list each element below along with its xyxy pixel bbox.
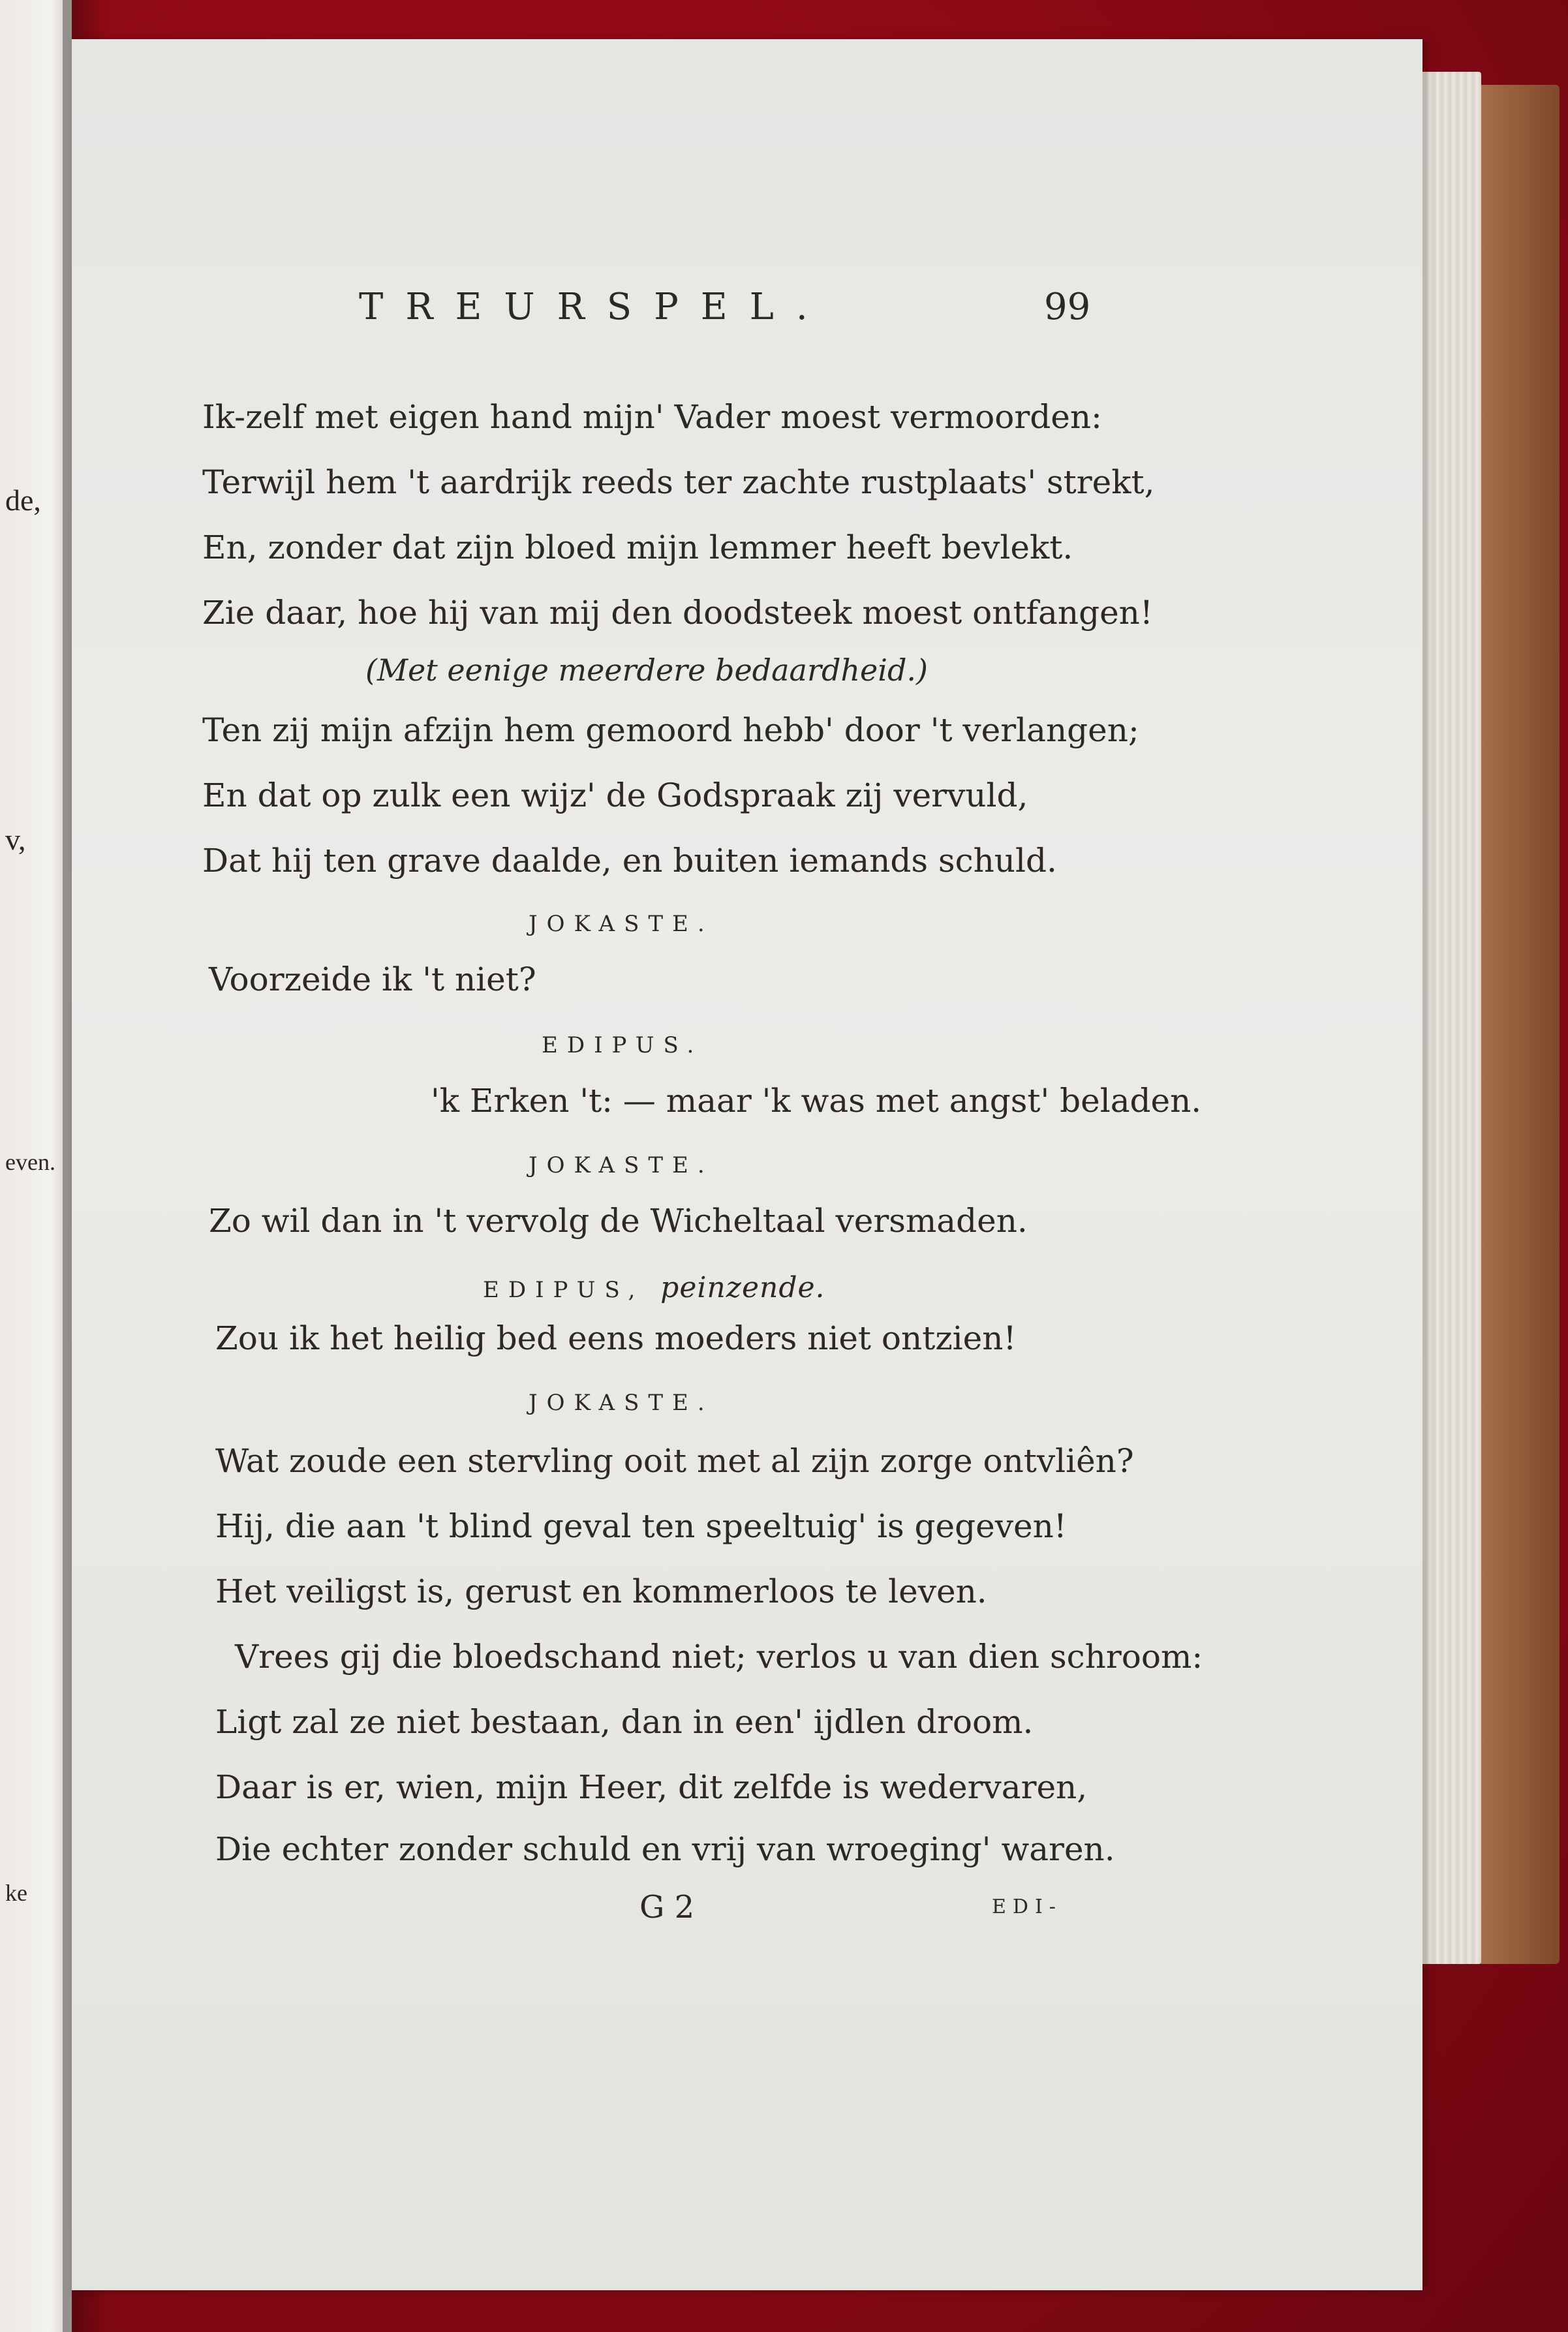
speaker-name [483, 1271, 825, 1304]
verse-line: Terwijl hem 't aardrijk reeds ter zachte rustplaats' strekt, [202, 463, 1155, 501]
left-page-fragment: de, [5, 483, 41, 517]
running-head: TREURSPEL. [359, 286, 830, 328]
verse-line: Zou ik het heilig bed eens moeders niet ontzien! [215, 1319, 1017, 1357]
speaker-name: JOKASTE. [529, 1152, 714, 1178]
left-page-fragment: v, [5, 823, 26, 856]
speaker-label: EDIPUS, [483, 1277, 645, 1303]
left-page-fragment: even. [5, 1149, 55, 1175]
verse-line: Wat zoude een stervling ooit met al zijn zorge ontvliên? [215, 1442, 1134, 1480]
stage-direction: (Met eenige meerdere bedaardheid.) [365, 652, 928, 688]
verse-line: Hij, die aan 't blind geval ten speeltuig' is gegeven! [215, 1507, 1067, 1545]
verse-line: Vrees gij die bloedschand niet; verlos u van dien schroom: [235, 1638, 1203, 1676]
verse-line: Zie daar, hoe hij van mij den doodsteek moest ontfangen! [202, 594, 1153, 632]
verse-line: Het veiligst is, gerust en kommerloos te leven. [215, 1573, 987, 1610]
catchword: EDI- [992, 1895, 1062, 1918]
verse-line: En, zonder dat zijn bloed mijn lemmer heeft bevlekt. [202, 529, 1073, 566]
verse-line: Ten zij mijn afzijn hem gemoord hebb' door 't verlangen; [202, 711, 1139, 749]
verse-line: Voorzeide ik 't niet? [209, 960, 536, 998]
verse-line: Ligt zal ze niet bestaan, dan in een' ijdlen droom. [215, 1703, 1034, 1741]
verse-line: 'k Erken 't: — maar 'k was met angst' beladen. [431, 1082, 1202, 1120]
left-page [0, 0, 72, 2332]
verse-line: Ik-zelf met eigen hand mijn' Vader moest vermoorden: [202, 398, 1102, 436]
verse-line: Daar is er, wien, mijn Heer, dit zelfde is wedervaren, [215, 1768, 1088, 1806]
speaker-name: JOKASTE. [529, 1390, 714, 1416]
left-page-fragment: ke [5, 1880, 27, 1906]
page-number: 99 [1044, 286, 1091, 328]
speaker-name: JOKASTE. [529, 911, 714, 937]
book-page [72, 39, 1422, 2290]
verse-line: Dat hij ten grave daalde, en buiten iemands schuld. [202, 842, 1057, 880]
verse-line: En dat op zulk een wijz' de Godspraak zij vervuld, [202, 776, 1028, 814]
speaker-aside: peinzende. [660, 1271, 825, 1304]
speaker-name: EDIPUS. [542, 1032, 703, 1058]
signature-mark: G 2 [639, 1889, 695, 1925]
verse-line: Die echter zonder schuld en vrij van wroeging' waren. [215, 1830, 1115, 1868]
verse-line: Zo wil dan in 't vervolg de Wicheltaal versmaden. [209, 1202, 1028, 1240]
